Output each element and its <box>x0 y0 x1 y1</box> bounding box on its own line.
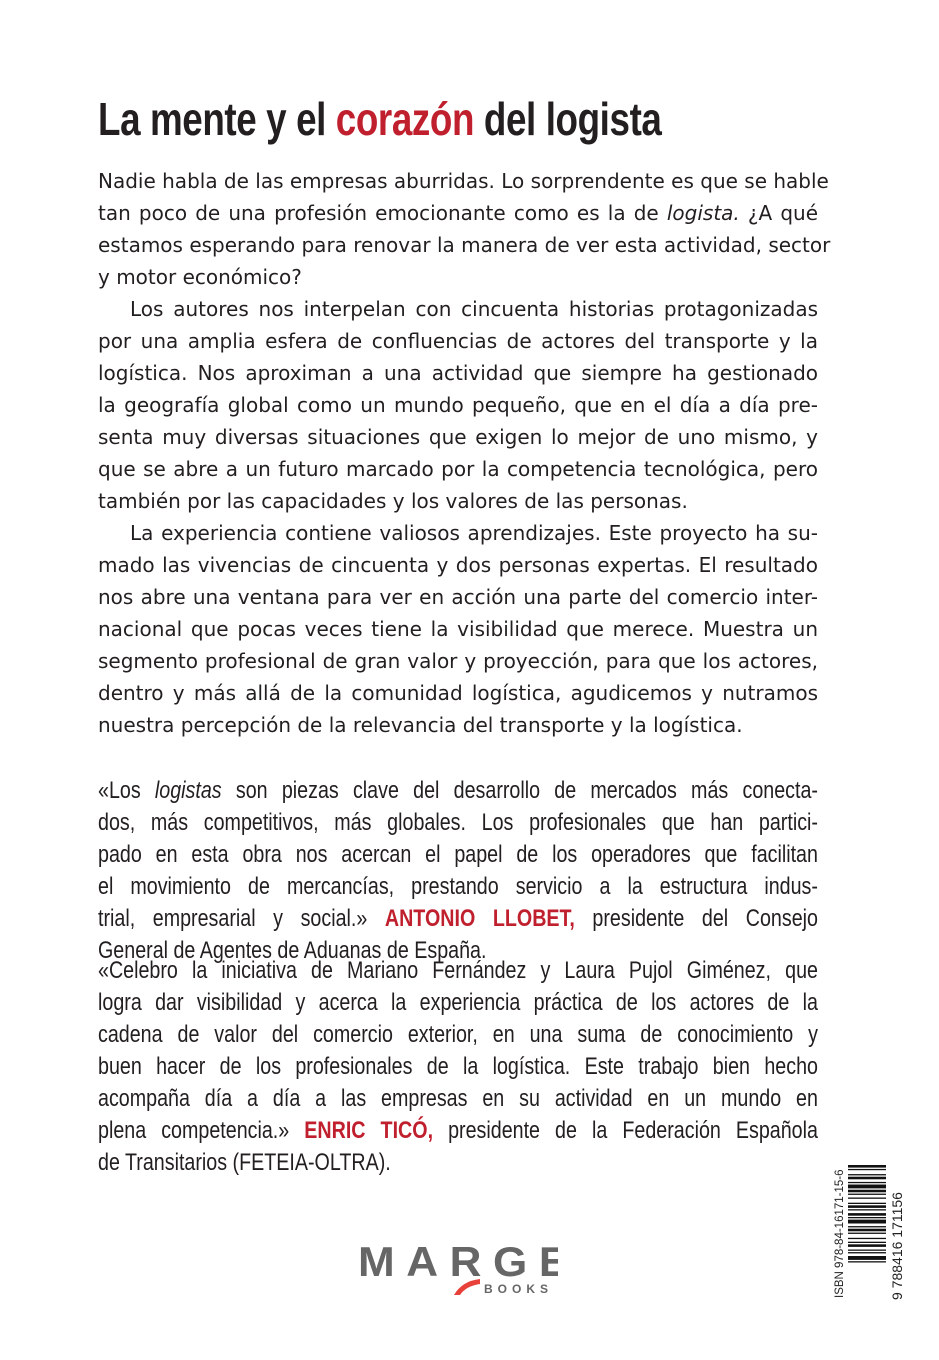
text-line <box>98 871 818 903</box>
text-segment: Los autores nos interpelan con cincuenta historias protagonizadas <box>130 297 818 321</box>
text-line <box>98 325 818 357</box>
text-line <box>98 517 818 549</box>
text-line <box>98 709 818 741</box>
text-line <box>98 421 818 453</box>
text-line <box>98 677 818 709</box>
barcode-bar <box>848 1203 886 1204</box>
text-segment: presidente del Consejo <box>574 905 818 932</box>
book-title <box>98 92 662 146</box>
publisher-logo <box>358 1236 558 1296</box>
text-line <box>98 229 831 261</box>
text-segment: ¿A qué <box>739 201 819 225</box>
barcode-bar <box>848 1209 886 1210</box>
isbn-text: ISBN 978-84-16171-15-6 <box>834 1169 846 1298</box>
barcode-bar <box>848 1256 886 1260</box>
text-segment: logra dar visibilidad y acerca la experiencia práctica de los actores de la <box>98 989 818 1016</box>
text-line <box>98 807 818 839</box>
text-segment: senta muy diversas situaciones que exigen lo mejor de uno mismo, y <box>98 425 818 449</box>
text-segment: «Los <box>98 777 155 804</box>
barcode-bar <box>848 1185 886 1189</box>
barcode-bar <box>848 1174 886 1175</box>
text-line <box>98 453 818 485</box>
text-segment: dentro y más allá de la comunidad logística, agudicemos y nutramos <box>98 681 818 705</box>
endorsement-quote <box>98 955 818 1179</box>
text-segment: General de Agentes de Aduanas de España. <box>98 937 487 964</box>
text-segment: presidente de la Federación Española <box>433 1117 818 1144</box>
barcode-bar <box>848 1205 886 1208</box>
text-segment: de Transitarios (FETEIA-OLTRA). <box>98 1149 391 1176</box>
barcode-bar <box>848 1242 886 1243</box>
text-segment: dos, más competitivos, más globales. Los profesionales que han partici- <box>98 809 818 836</box>
barcode-bar <box>848 1252 886 1253</box>
text-line <box>98 581 818 613</box>
text-line <box>98 903 818 935</box>
text-segment: la geografía global como un mundo pequeño, que en el día a día pre- <box>98 393 818 417</box>
title-text: La mente y el <box>98 93 336 145</box>
text-line <box>98 1051 818 1083</box>
text-line <box>98 645 818 677</box>
text-segment: por una amplia esfera de confluencias de actores del transporte y la <box>98 329 818 353</box>
barcode-bar <box>848 1261 886 1262</box>
barcode-bar <box>848 1238 886 1239</box>
barcode-bar <box>848 1244 886 1247</box>
isbn-barcode <box>826 1150 906 1315</box>
text-segment: nuestra percepción de la relevancia del transporte y la logística. <box>98 713 743 737</box>
text-line <box>98 549 818 581</box>
text-segment: segmento profesional de gran valor y proyección, para que los actores, <box>98 649 818 673</box>
emphasis-text: logistas <box>154 777 222 804</box>
barcode-bar <box>848 1217 886 1218</box>
text-segment: cadena de valor del comercio exterior, en una suma de conocimiento y <box>98 1021 818 1048</box>
text-line <box>98 987 818 1019</box>
text-segment: trial, empresarial y social.» <box>98 905 385 932</box>
text-segment: pado en esta obra nos acercan el papel de los operadores que facilitan <box>98 841 818 868</box>
text-line <box>98 261 818 293</box>
text-segment: La experiencia contiene valiosos aprendizajes. Este proyecto ha su- <box>130 521 818 545</box>
text-line <box>98 955 818 987</box>
text-line <box>98 165 829 197</box>
author-name: ENRIC TICÓ, <box>304 1117 434 1144</box>
barcode-bar <box>848 1213 886 1216</box>
text-line <box>98 839 818 871</box>
barcode-bar <box>848 1190 886 1193</box>
text-segment: nacional que pocas veces tiene la visibilidad que merece. Muestra un <box>98 617 818 641</box>
text-line <box>98 1115 818 1147</box>
text-line <box>98 389 818 421</box>
publisher-sub: BOOKS <box>484 1282 554 1296</box>
text-segment: que se abre a un futuro marcado por la competencia tecnológica, pero <box>98 457 818 481</box>
emphasis-text: logista. <box>666 201 740 225</box>
text-segment: y motor económico? <box>98 265 302 289</box>
barcode-bar <box>848 1198 886 1199</box>
author-name: ANTONIO LLOBET, <box>384 905 575 932</box>
endorsement-quote <box>98 775 818 967</box>
barcode-bar <box>848 1194 886 1195</box>
text-line <box>98 1147 818 1179</box>
text-line <box>98 293 818 325</box>
publisher-name: MARGE <box>358 1238 558 1286</box>
text-line <box>98 485 818 517</box>
text-line <box>98 1083 818 1115</box>
text-line <box>98 775 818 807</box>
barcode-bar <box>848 1165 886 1168</box>
text-segment: Nadie habla de las empresas aburridas. Lo sorprendente es que se hable <box>98 169 829 193</box>
barcode-digits: 9 788416 171156 <box>889 1192 905 1300</box>
text-segment: son piezas clave del desarrollo de mercados más conecta- <box>221 777 818 804</box>
text-segment: también por las capacidades y los valores de las personas. <box>98 489 688 513</box>
text-line <box>98 357 818 389</box>
title-text-end: del logista <box>474 93 662 145</box>
text-segment: mado las vivencias de cincuenta y dos personas expertas. El resultado <box>98 553 818 577</box>
text-segment: tan poco de una profesión emocionante como es la de <box>98 201 667 225</box>
text-line <box>98 613 818 645</box>
barcode-bar <box>848 1229 886 1232</box>
title-accent: corazón <box>335 93 475 145</box>
barcode-bar <box>848 1233 886 1234</box>
text-segment: estamos esperando para renovar la manera de ver esta actividad, sector <box>98 233 831 257</box>
text-segment: nos abre una ventana para ver en acción una parte del comercio inter- <box>98 585 818 609</box>
text-line <box>98 1019 818 1051</box>
text-segment: buen hacer de los profesionales de la logística. Este trabajo bien hecho <box>98 1053 818 1080</box>
barcode-bar <box>848 1220 886 1224</box>
text-segment: plena competencia.» <box>98 1117 305 1144</box>
barcode-bar <box>848 1177 886 1180</box>
text-segment: el movimiento de mercancías, prestando servicio a la estructura indus- <box>98 873 818 900</box>
barcode-bar <box>848 1169 886 1170</box>
synopsis <box>98 165 831 741</box>
text-segment: logística. Nos aproximan a una actividad que siempre ha gestionado <box>98 361 818 385</box>
text-segment: acompaña día a día a las empresas en su actividad en un mundo en <box>98 1085 818 1112</box>
barcode-bar <box>848 1182 886 1183</box>
text-line <box>98 197 818 229</box>
text-segment: «Celebro la iniciativa de Mariano Fernández y Laura Pujol Giménez, que <box>98 957 818 984</box>
barcode-bar <box>848 1250 886 1251</box>
barcode-bar <box>848 1226 886 1227</box>
